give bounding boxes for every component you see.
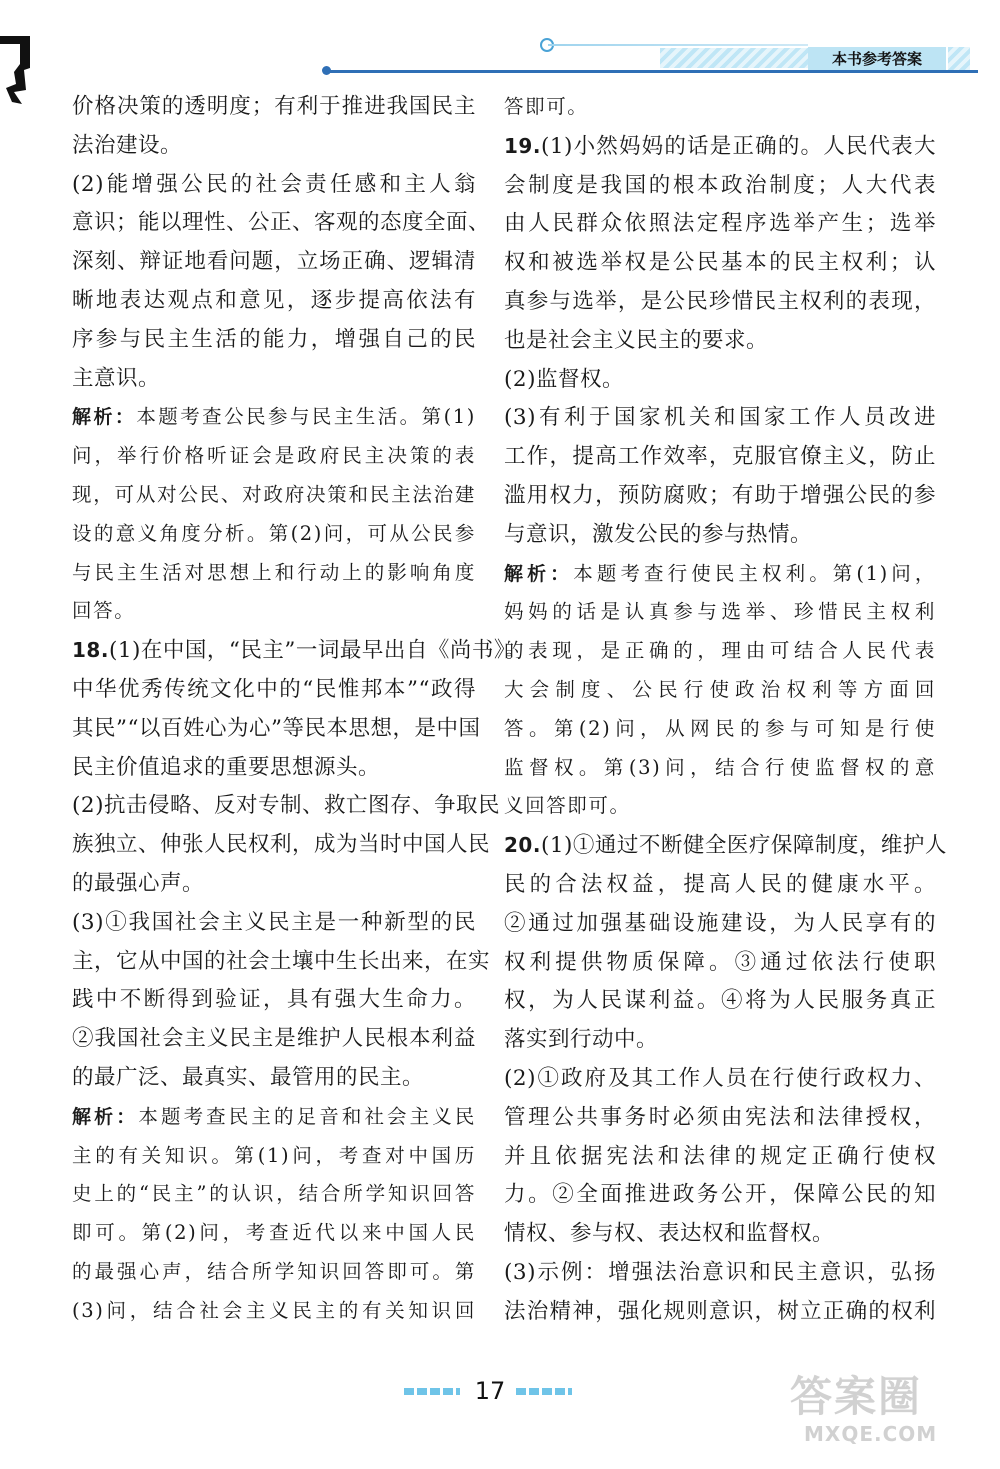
question-number: 18. xyxy=(72,638,109,663)
line-text: 大会制度、公民行使政治权利等方面回 xyxy=(504,677,936,701)
analysis-label: 解析： xyxy=(72,1105,139,1128)
text-line xyxy=(72,321,476,360)
line-text: 与民主生活对思想上和行动上的影响角度 xyxy=(72,560,476,584)
line-text: 法治建设。 xyxy=(72,132,183,158)
line-text: 主的有关知识。第(1)问，考查对中国历 xyxy=(72,1143,476,1167)
footer-decoration-right xyxy=(516,1388,572,1395)
text-line xyxy=(72,904,476,943)
watermark xyxy=(790,1372,990,1462)
line-text: 管理公共事务时必须由宪法和法律授权， xyxy=(504,1104,936,1130)
text-line xyxy=(504,1021,936,1060)
line-text: 晰地表达观点和意见，逐步提高依法有 xyxy=(72,287,476,313)
line-text: 民主价值追求的重要思想源头。 xyxy=(72,754,381,780)
text-line xyxy=(72,787,500,826)
line-text: ②我国社会主义民主是维护人民根本利益 xyxy=(72,1026,476,1052)
watermark-url: MXQE.COM xyxy=(804,1422,938,1446)
line-text: (3)①我国社会主义民主是一种新型的民 xyxy=(72,909,476,935)
line-text: 也是社会主义民主的要求。 xyxy=(504,327,769,353)
text-line xyxy=(72,749,476,788)
line-text: 回答。 xyxy=(72,599,136,623)
line-text: 工作，提高工作效率，克服官僚主义，防止 xyxy=(504,444,936,470)
line-text: (3)示例：增强法治意识和民主意识，弘扬 xyxy=(504,1259,936,1285)
text-line xyxy=(72,515,476,554)
text-line xyxy=(504,1254,936,1293)
text-line xyxy=(504,749,936,788)
header-title: 本书参考答案 xyxy=(808,47,946,71)
header-thin-rule xyxy=(548,44,808,46)
line-text: 深刻、辩证地看问题，立场正确、逻辑清 xyxy=(72,249,476,275)
line-text: 真参与选举，是公民珍惜民主权利的表现， xyxy=(504,288,936,314)
line-text: 并且依据宪法和法律的规定正确行使权 xyxy=(504,1143,936,1169)
text-line xyxy=(504,167,936,206)
line-text: 即可。第(2)问，考查近代以来中国人民 xyxy=(72,1221,476,1245)
line-text: 的最强心声，结合所学知识回答即可。第 xyxy=(72,1259,476,1283)
text-line xyxy=(504,399,936,438)
text-line xyxy=(72,943,491,982)
line-text: 会制度是我国的根本政治制度；人大代表 xyxy=(504,172,936,198)
text-line xyxy=(72,282,476,321)
text-line xyxy=(504,283,936,322)
line-text: 序参与民主生活的能力，增强自己的民 xyxy=(72,326,476,352)
text-line xyxy=(504,1176,936,1215)
text-line xyxy=(504,671,936,710)
line-text: 义回答即可。 xyxy=(504,794,631,818)
text-line xyxy=(504,826,947,866)
text-line xyxy=(504,632,936,671)
text-line xyxy=(72,1098,476,1137)
text-line xyxy=(72,88,476,127)
line-text: (2)抗击侵略、反对专制、救亡图存、争取民 xyxy=(72,793,500,819)
line-text: ②通过加强基础设施建设，为人民享有的 xyxy=(504,910,936,936)
text-line xyxy=(72,1253,476,1292)
line-text: 落实到行动中。 xyxy=(504,1027,659,1053)
text-line xyxy=(504,710,936,749)
text-line xyxy=(504,1099,936,1138)
text-line xyxy=(72,671,476,710)
text-line xyxy=(72,1020,476,1059)
text-line xyxy=(72,243,476,282)
text-line xyxy=(504,593,936,632)
text-line xyxy=(504,477,936,516)
text-line xyxy=(504,944,936,983)
text-line xyxy=(72,981,476,1020)
text-line xyxy=(504,322,936,361)
line-text: 中华优秀传统文化中的“民惟邦本”“政得 xyxy=(72,676,476,702)
line-text: 监督权。第(3)问，结合行使监督权的意 xyxy=(504,755,936,779)
line-text: (2)能增强公民的社会责任感和主人翁 xyxy=(72,171,476,197)
line-text: 现，可从对公民、对政府决策和民主法治建 xyxy=(72,482,476,506)
text-line xyxy=(72,1292,476,1331)
text-line xyxy=(72,1137,476,1176)
line-text: 本题考查行使民主权利。第(1)问， xyxy=(573,561,936,585)
text-line xyxy=(504,88,936,127)
text-line xyxy=(72,1059,476,1098)
text-line xyxy=(72,554,476,593)
line-text: 与意识，激发公民的参与热情。 xyxy=(504,521,813,547)
text-line xyxy=(72,1214,476,1253)
line-text: 主，它从中国的社会土壤中生长出来，在实 xyxy=(72,948,491,974)
text-line xyxy=(72,204,491,243)
line-text: 的表现，是正确的，理由可结合人民代表 xyxy=(504,639,936,663)
line-text: 问，举行价格听证会是政府民主决策的表 xyxy=(72,444,476,468)
page-corner-mark xyxy=(0,28,44,108)
text-line xyxy=(504,1060,936,1099)
right-column xyxy=(504,88,947,1332)
header-rule xyxy=(328,70,978,73)
line-text: 答即可。 xyxy=(504,95,589,118)
text-line xyxy=(504,361,936,400)
line-text: 由人民群众依照法定程序选举产生；选举 xyxy=(504,211,936,237)
text-line xyxy=(504,127,936,167)
text-line xyxy=(72,710,481,749)
line-text: 妈妈的话是认真参与选举、珍惜民主权利 xyxy=(504,600,936,624)
text-line xyxy=(504,1138,936,1177)
text-line xyxy=(504,244,936,283)
line-text: 族独立、伸张人民权利，成为当时中国人民 xyxy=(72,832,491,858)
line-text: 滥用权力，预防腐败；有助于增强公民的参 xyxy=(504,482,936,508)
text-line xyxy=(72,826,491,865)
text-line xyxy=(72,865,476,904)
text-line xyxy=(72,1175,476,1214)
text-line xyxy=(72,127,476,166)
line-text: (3)问，结合社会主义民主的有关知识回 xyxy=(72,1298,476,1322)
line-text: 法治精神，强化规则意识，树立正确的权利 xyxy=(504,1298,936,1324)
line-text: 力。②全面推进政务公开，保障公民的知 xyxy=(504,1182,936,1208)
text-line xyxy=(504,205,936,244)
line-text: 情权、参与权、表达权和监督权。 xyxy=(504,1221,835,1247)
text-line xyxy=(72,592,476,631)
footer-decoration-left xyxy=(404,1388,460,1395)
text-line xyxy=(72,398,476,437)
line-text: (1)小然妈妈的话是正确的。人民代表大 xyxy=(540,133,936,159)
text-line xyxy=(72,360,476,399)
line-text: 答。第(2)问，从网民的参与可知是行使 xyxy=(504,716,936,740)
line-text: 史上的“民主”的认识，结合所学知识回答 xyxy=(72,1182,476,1206)
line-text: 其民”“以百姓心为心”等民本思想，是中国 xyxy=(72,715,481,741)
analysis-label: 解析： xyxy=(72,406,137,429)
text-line xyxy=(504,555,936,594)
line-text: 践中不断得到验证，具有强大生命力。 xyxy=(72,987,476,1013)
line-text: 权和被选举权是公民基本的民主权利；认 xyxy=(504,250,936,276)
line-text: 主意识。 xyxy=(72,365,161,391)
text-line xyxy=(504,516,936,555)
question-number: 19. xyxy=(504,133,541,158)
question-number: 20. xyxy=(504,833,541,858)
text-line xyxy=(72,631,528,671)
text-line xyxy=(72,437,476,476)
header-tail xyxy=(948,47,970,71)
text-line xyxy=(504,905,936,944)
text-line xyxy=(72,476,476,515)
text-line xyxy=(72,166,476,205)
line-text: (3)有利于国家机关和国家工作人员改进 xyxy=(504,405,936,431)
text-line xyxy=(504,438,936,477)
text-line xyxy=(504,1293,936,1332)
line-text: 设的意义角度分析。第(2)问，可从公民参 xyxy=(72,521,476,545)
page-number: 17 xyxy=(474,1377,506,1405)
line-text: 的最广泛、最真实、最管用的民主。 xyxy=(72,1064,425,1090)
line-text: (2)①政府及其工作人员在行使行政权力、 xyxy=(504,1065,936,1091)
line-text: 权，为人民谋利益。④将为人民服务真正 xyxy=(504,988,936,1014)
text-line xyxy=(504,982,936,1021)
line-text: 的最强心声。 xyxy=(72,870,205,896)
line-text: 意识；能以理性、公正、客观的态度全面、 xyxy=(72,210,491,236)
line-text: 权利提供物质保障。③通过依法行使职 xyxy=(504,949,936,975)
watermark-main: 答案圈 xyxy=(790,1372,923,1421)
text-line xyxy=(504,866,936,905)
text-line xyxy=(504,1215,936,1254)
header-band xyxy=(660,48,810,68)
line-text: 本题考查民主的足音和社会主义民 xyxy=(138,1104,476,1128)
line-text: (1)在中国，“民主”一词最早出自《尚书》。 xyxy=(108,638,528,664)
line-text: 民的合法权益，提高人民的健康水平。 xyxy=(504,871,936,897)
line-text: (2)监督权。 xyxy=(504,366,624,392)
analysis-label: 解析： xyxy=(504,562,574,585)
line-text: 价格决策的透明度；有利于推进我国民主 xyxy=(72,94,476,119)
line-text: (1)①通过不断健全医疗保障制度，维护人 xyxy=(540,833,947,859)
line-text: 本题考查公民参与民主生活。第(1) xyxy=(136,405,476,429)
text-line xyxy=(504,787,936,826)
